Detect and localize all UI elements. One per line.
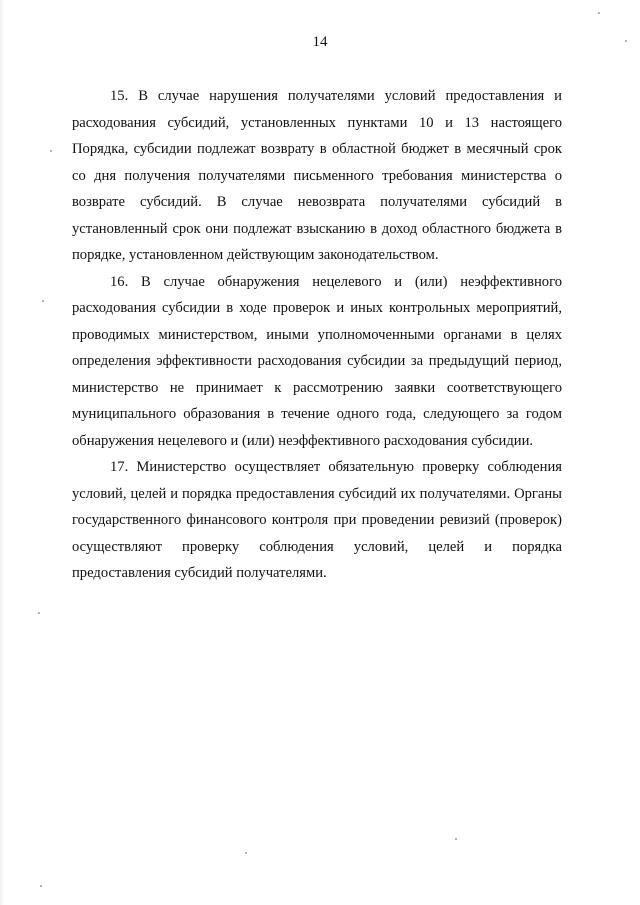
paragraph-17: 17. Министерство осуществляет обязательную проверку соблюдения условий, целей и порядка предоставления субсидий их получателями. Органы государственного финансового контроля при проведении ревизий (проверок) осуществляют проверку соблюдения условий, целей и порядка предоставления субсидий получателями. [72,459,562,581]
page-number: 14 [312,34,328,50]
paragraph-16: 16. В случае обнаружения нецелевого и (или) неэффективного расходования субсидии в ходе проверок и иных контрольных мероприятий, проводимых министерством, иными уполномоченными органами в целях определения эффективности расходования субсидии за предыдущий период, министерство не принимает к рассмотрению заявки соответствующего муниципального образования в течение одного года, следующего за годом обнаружения нецелевого и (или) неэффективного расходования субсидии. [72,273,562,449]
scan-speck [598,12,600,14]
scan-speck [455,838,457,840]
scan-speck [245,852,247,854]
scan-speck [42,300,44,302]
scan-speck [50,150,52,152]
document-body [72,83,562,587]
paragraph-15: 15. В случае нарушения получателями условий предоставления и расходования субсидий, установленных пунктами 10 и 13 настоящего Порядка, субсидии подлежат возврату в областной бюджет в месячный срок со дня получения получателями письменного требования министерства о возврате субсидий. В случае невозврата получателями субсидий в установленный срок они подлежат взысканию в доход областного бюджета в порядке, установленном действующим законодательством. [72,88,562,263]
scan-speck [625,40,627,42]
scan-edge-shadow [0,0,4,905]
scan-speck [40,885,42,887]
scan-speck [38,612,40,614]
